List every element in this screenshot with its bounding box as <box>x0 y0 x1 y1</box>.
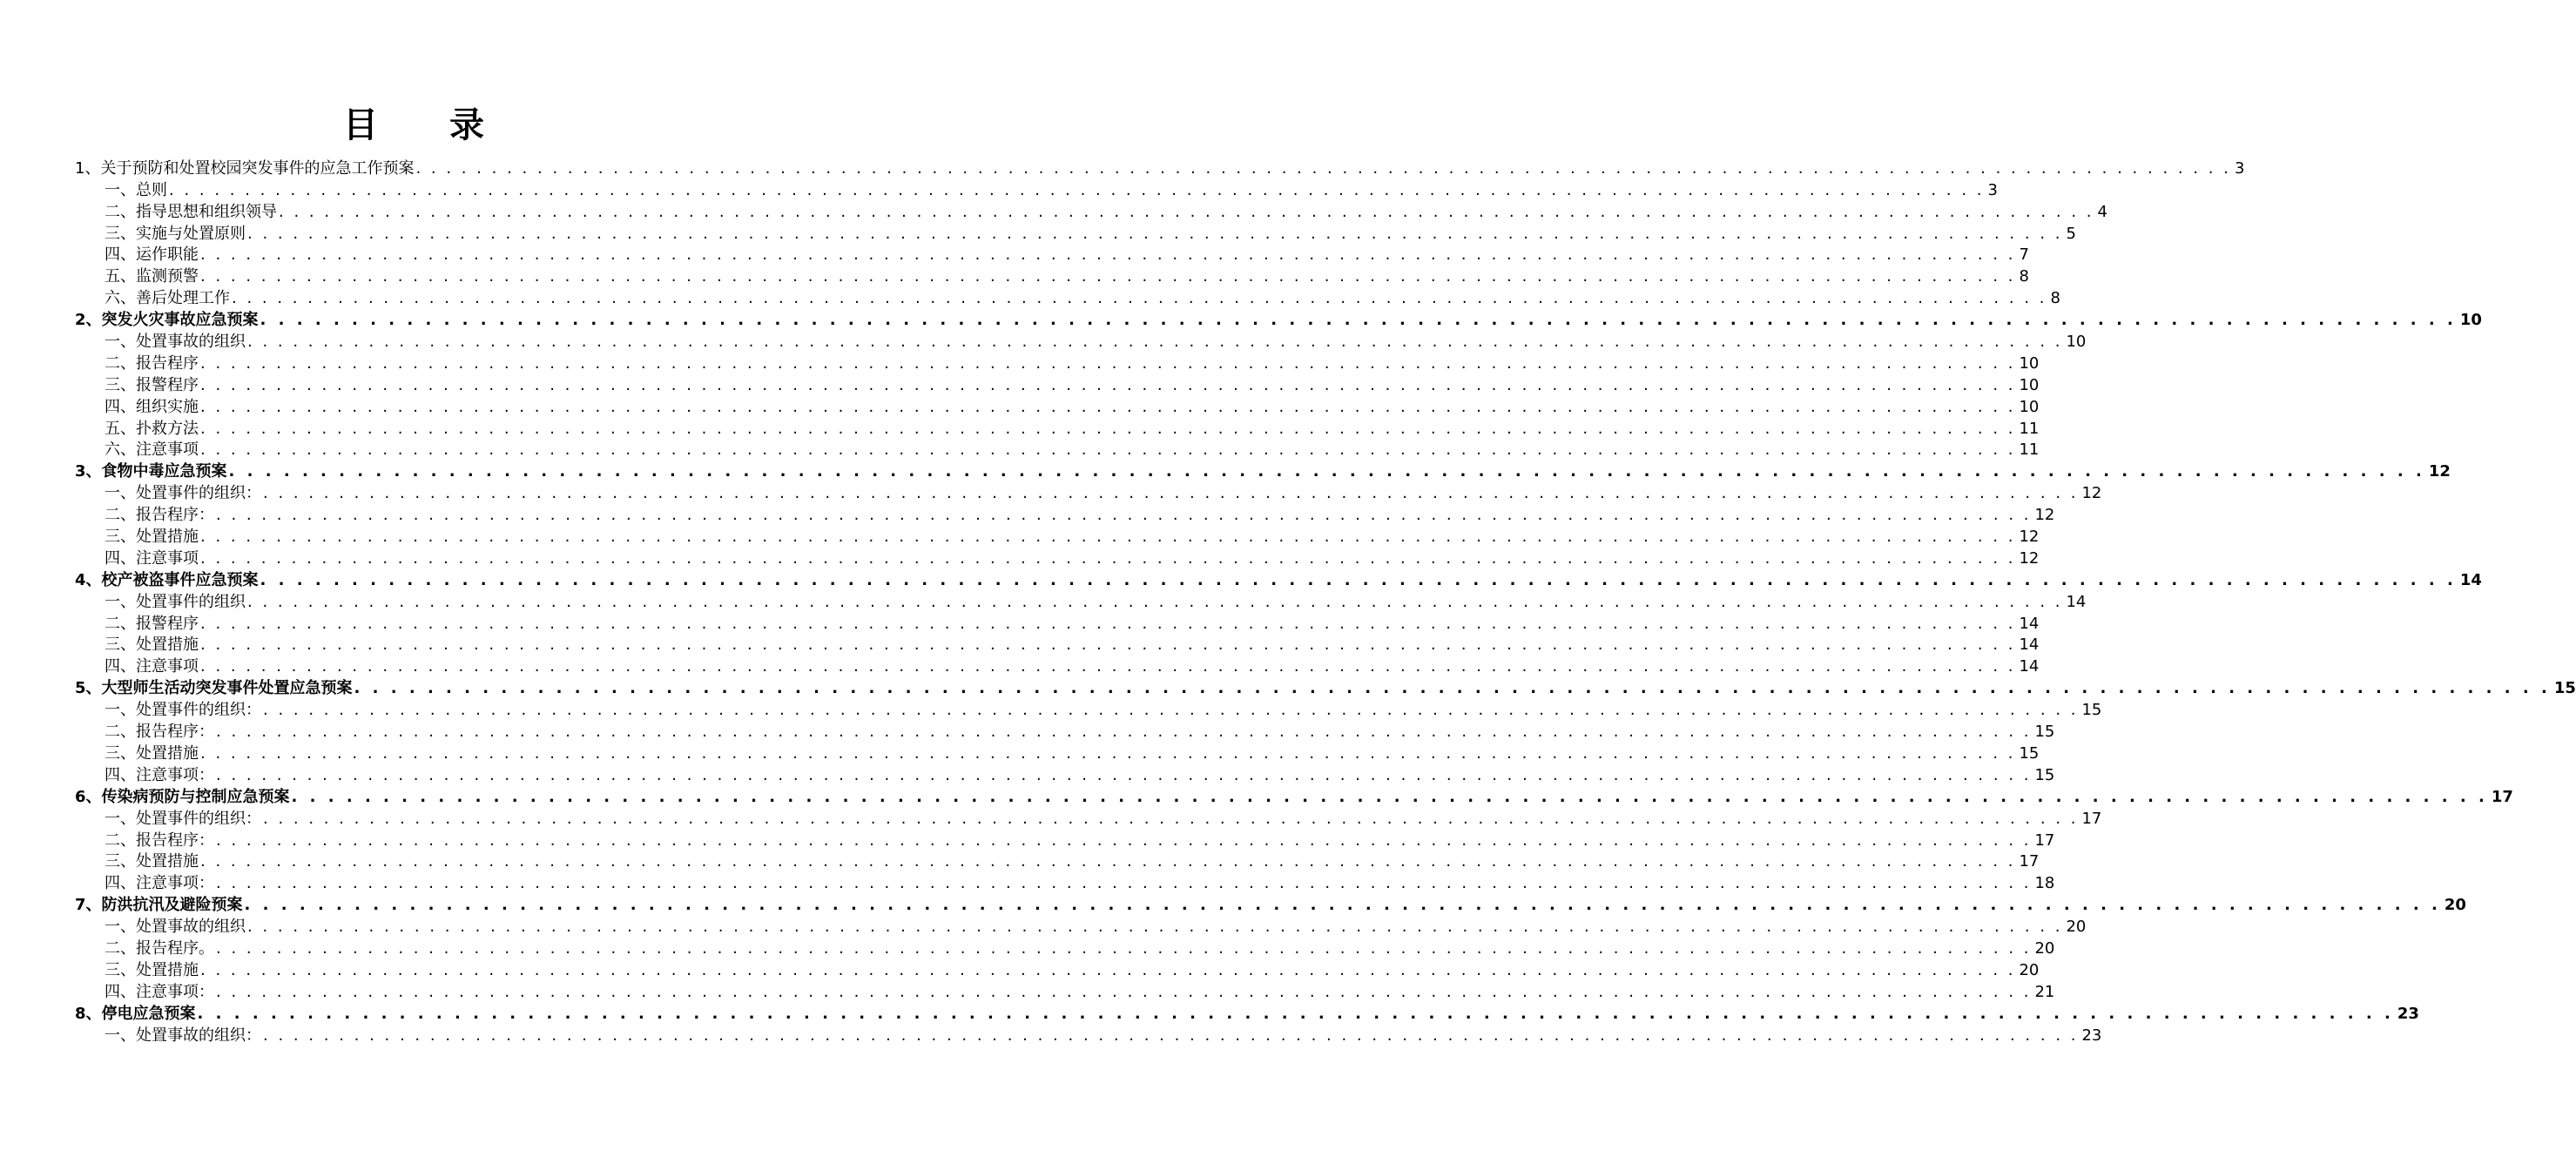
toc-dot-leader: . . . . . . . . . . . . . . . . . . . . . . . . . . . . . . . . . . . . . . . . . . . . . . . . . . . . . . . . . . . . . . . . . . . . . . . . . . . . . . . . . . . . . . . . . . . . . . . . . . . . . . . . . . . . . . . . . . . . . . . . <box>200 245 2016 265</box>
toc-entry-title: 一、处置事件的组织： <box>105 809 261 828</box>
toc-entry-title: 1、关于预防和处置校园突发事件的应急工作预案 <box>75 158 415 178</box>
toc-section-entry[interactable] <box>75 591 2087 613</box>
toc-entry-title: 六、善后处理工作 <box>105 289 230 308</box>
toc-chapter-entry[interactable] <box>75 1003 2419 1025</box>
toc-section-entry[interactable] <box>75 223 2076 245</box>
toc-dot-leader: . . . . . . . . . . . . . . . . . . . . . . . . . . . . . . . . . . . . . . . . . . . . . . . . . . . . . . . . . . . . . . . . . . . . . . . . . . . . . . . . . . . . . . . . . . . . . . . . . . . . . . . . . . . . . . . . . . . . . . . . <box>263 701 2079 720</box>
toc-dot-leader: . . . . . . . . . . . . . . . . . . . . . . . . . . . . . . . . . . . . . . . . . . . . . . . . . . . . . . . . . . . . . . . . . . . . . . . . . . . . . . . . . . . . . . . . . . . . . . . . . . . . . . . . . . . . . . . . . . . . . . . . <box>200 657 2016 676</box>
toc-dot-leader: . . . . . . . . . . . . . . . . . . . . . . . . . . . . . . . . . . . . . . . . . . . . . . . . . . . . . . . . . . . . . . . . . . . . . . . . . . . . . . . . . . . . . . . . . . . . . . . . . . . . . . . . . . . . . . . . . . . . . . . . <box>279 202 2094 221</box>
toc-entry-title: 三、实施与处置原则 <box>105 224 246 243</box>
toc-entry-title: 二、报警程序 <box>105 614 199 633</box>
toc-section-entry[interactable] <box>75 418 2040 440</box>
toc-entry-title: 五、扑救方法 <box>105 419 199 438</box>
toc-entry-title: 三、处置措施 <box>105 635 199 655</box>
toc-section-entry[interactable] <box>75 743 2040 764</box>
toc-page-number: 12 <box>2034 506 2055 525</box>
toc-section-entry[interactable] <box>75 613 2040 635</box>
toc-chapter-entry[interactable] <box>75 894 2466 916</box>
toc-page-number: 5 <box>2066 224 2076 243</box>
toc-section-entry[interactable] <box>75 287 2060 309</box>
toc-chapter-entry[interactable] <box>75 786 2513 808</box>
toc-page-number: 14 <box>2019 614 2040 633</box>
toc-dot-leader: . . . . . . . . . . . . . . . . . . . . . . . . . . . . . . . . . . . . . . . . . . . . . . . . . . . . . . . . . . . . . . . . . . . . . . . . . . . . . . . . . . . . . . . . . . . . . . . . . . . . . . . . . . . . . . . . . . . . . . . . <box>216 874 2032 893</box>
toc-page-number: 20 <box>2444 896 2466 915</box>
toc-section-entry[interactable] <box>75 764 2055 786</box>
toc-entry-title: 一、处置事件的组织： <box>105 484 261 503</box>
toc-dot-leader: . . . . . . . . . . . . . . . . . . . . . . . . . . . . . . . . . . . . . . . . . . . . . . . . . . . . . . . . . . . . . . . . . . . . . . . . . . . . . . . . . . . . . . . . . . . . . . . . . . . . . . . . . . . . . . . . . . . . . . . . <box>247 224 2063 243</box>
toc-section-entry[interactable] <box>75 396 2040 418</box>
toc-entry-title: 四、注意事项： <box>105 874 214 893</box>
toc-dot-leader: . . . . . . . . . . . . . . . . . . . . . . . . . . . . . . . . . . . . . . . . . . . . . . . . . . . . . . . . . . . . . . . . . . . . . . . . . . . . . . . . . . . . . . . . . . . . . . . . . . . . . . . . . . . . . . . . . . . . . . . . <box>216 830 2032 850</box>
toc-dot-leader: . . . . . . . . . . . . . . . . . . . . . . . . . . . . . . . . . . . . . . . . . . . . . . . . . . . . . . . . . . . . . . . . . . . . . . . . . . . . . . . . . . . . . . . . . . . . . . . . . . . . . . . . . . . . . . . . . . . . . . . . <box>263 1025 2079 1045</box>
toc-dot-leader: . . . . . . . . . . . . . . . . . . . . . . . . . . . . . . . . . . . . . . . . . . . . . . . . . . . . . . . . . . . . . . . . . . . . . . . . . . . . . . . . . . . . . . . . . . . . . . . . . . . . . . . . . . . . . . . . . . . . . . . . <box>354 679 2551 698</box>
toc-dot-leader: . . . . . . . . . . . . . . . . . . . . . . . . . . . . . . . . . . . . . . . . . . . . . . . . . . . . . . . . . . . . . . . . . . . . . . . . . . . . . . . . . . . . . . . . . . . . . . . . . . . . . . . . . . . . . . . . . . . . . . . . <box>200 548 2016 568</box>
toc-section-entry[interactable] <box>75 526 2040 548</box>
toc-entry-title: 一、处置事故的组织： <box>105 1025 261 1045</box>
toc-title: 目 录 <box>343 105 514 145</box>
toc-entry-title: 三、处置措施 <box>105 743 199 763</box>
toc-entry-title: 二、报告程序 <box>105 353 199 373</box>
toc-dot-leader: . . . . . . . . . . . . . . . . . . . . . . . . . . . . . . . . . . . . . . . . . . . . . . . . . . . . . . . . . . . . . . . . . . . . . . . . . . . . . . . . . . . . . . . . . . . . . . . . . . . . . . . . . . . . . . . . . . . . . . . . <box>200 353 2016 373</box>
toc-page-number: 12 <box>2019 528 2040 547</box>
toc-chapter-entry[interactable] <box>75 677 2576 699</box>
toc-dot-leader: . . . . . . . . . . . . . . . . . . . . . . . . . . . . . . . . . . . . . . . . . . . . . . . . . . . . . . . . . . . . . . . . . . . . . . . . . . . . . . . . . . . . . . . . . . . . . . . . . . . . . . . . . . . . . . . . . . . . . . . . <box>200 375 2016 394</box>
toc-page-number: 15 <box>2034 765 2055 784</box>
toc-page-number: 18 <box>2034 874 2055 893</box>
toc-page-number: 8 <box>2050 289 2060 308</box>
toc-section-entry[interactable] <box>75 331 2087 353</box>
toc-dot-leader: . . . . . . . . . . . . . . . . . . . . . . . . . . . . . . . . . . . . . . . . . . . . . . . . . . . . . . . . . . . . . . . . . . . . . . . . . . . . . . . . . . . . . . . . . . . . . . . . . . . . . . . . . . . . . . . . . . . . . . . . <box>200 852 2016 871</box>
toc-page-number: 10 <box>2019 397 2040 416</box>
toc-dot-leader: . . . . . . . . . . . . . . . . . . . . . . . . . . . . . . . . . . . . . . . . . . . . . . . . . . . . . . . . . . . . . . . . . . . . . . . . . . . . . . . . . . . . . . . . . . . . . . . . . . . . . . . . . . . . . . . . . . . . . . . . <box>263 484 2079 503</box>
toc-chapter-entry[interactable] <box>75 309 2482 331</box>
toc-dot-leader: . . . . . . . . . . . . . . . . . . . . . . . . . . . . . . . . . . . . . . . . . . . . . . . . . . . . . . . . . . . . . . . . . . . . . . . . . . . . . . . . . . . . . . . . . . . . . . . . . . . . . . . . . . . . . . . . . . . . . . . . <box>200 528 2016 547</box>
toc-page-number: 17 <box>2491 787 2513 806</box>
toc-section-entry[interactable] <box>75 830 2055 851</box>
toc-entry-title: 四、组织实施 <box>105 397 199 416</box>
toc-page-number: 12 <box>2428 462 2451 481</box>
toc-entry-title: 二、报告程序： <box>105 723 214 742</box>
toc-page-number: 23 <box>2081 1025 2102 1045</box>
toc-entry-title: 5、大型师生活动突发事件处置应急预案 <box>75 679 353 698</box>
toc-page-number: 15 <box>2553 679 2576 698</box>
toc-page-number: 11 <box>2019 440 2040 460</box>
toc-entry-title: 四、运作职能 <box>105 245 199 265</box>
toc-entry-title: 一、处置事件的组织： <box>105 701 261 720</box>
toc-page-number: 10 <box>2066 333 2087 352</box>
toc-entry-title: 3、食物中毒应急预案 <box>75 462 227 481</box>
toc-entry-title: 一、处置事件的组织 <box>105 592 246 611</box>
toc-dot-leader: . . . . . . . . . . . . . . . . . . . . . . . . . . . . . . . . . . . . . . . . . . . . . . . . . . . . . . . . . . . . . . . . . . . . . . . . . . . . . . . . . . . . . . . . . . . . . . . . . . . . . . . . . . . . . . . . . . . . . . . . <box>247 592 2063 611</box>
toc-dot-leader: . . . . . . . . . . . . . . . . . . . . . . . . . . . . . . . . . . . . . . . . . . . . . . . . . . . . . . . . . . . . . . . . . . . . . . . . . . . . . . . . . . . . . . . . . . . . . . . . . . . . . . . . . . . . . . . . . . . . . . . . <box>244 896 2441 915</box>
toc-section-entry[interactable] <box>75 851 2040 873</box>
toc-dot-leader: . . . . . . . . . . . . . . . . . . . . . . . . . . . . . . . . . . . . . . . . . . . . . . . . . . . . . . . . . . . . . . . . . . . . . . . . . . . . . . . . . . . . . . . . . . . . . . . . . . . . . . . . . . . . . . . . . . . . . . . . <box>415 158 2231 178</box>
toc-section-entry[interactable] <box>75 808 2102 830</box>
toc-page-number: 17 <box>2081 809 2102 828</box>
toc-page-number: 12 <box>2019 548 2040 568</box>
toc-entry-title: 四、注意事项 <box>105 548 199 568</box>
toc-section-entry[interactable] <box>75 981 2055 1003</box>
toc-page-number: 10 <box>2019 353 2040 373</box>
toc-page-number: 4 <box>2097 202 2107 221</box>
toc-dot-leader: . . . . . . . . . . . . . . . . . . . . . . . . . . . . . . . . . . . . . . . . . . . . . . . . . . . . . . . . . . . . . . . . . . . . . . . . . . . . . . . . . . . . . . . . . . . . . . . . . . . . . . . . . . . . . . . . . . . . . . . . <box>216 765 2032 784</box>
toc-page-number: 14 <box>2459 570 2482 589</box>
toc-section-entry[interactable] <box>75 938 2055 959</box>
toc-page-number: 20 <box>2066 918 2087 937</box>
toc-list <box>75 158 2576 1046</box>
toc-section-entry[interactable] <box>75 721 2055 743</box>
toc-section-entry[interactable] <box>75 374 2040 396</box>
toc-entry-title: 8、停电应急预案 <box>75 1004 196 1023</box>
toc-entry-title: 一、处置事故的组织 <box>105 333 246 352</box>
toc-dot-leader: . . . . . . . . . . . . . . . . . . . . . . . . . . . . . . . . . . . . . . . . . . . . . . . . . . . . . . . . . . . . . . . . . . . . . . . . . . . . . . . . . . . . . . . . . . . . . . . . . . . . . . . . . . . . . . . . . . . . . . . . <box>200 960 2016 979</box>
toc-page-number: 14 <box>2066 592 2087 611</box>
toc-dot-leader: . . . . . . . . . . . . . . . . . . . . . . . . . . . . . . . . . . . . . . . . . . . . . . . . . . . . . . . . . . . . . . . . . . . . . . . . . . . . . . . . . . . . . . . . . . . . . . . . . . . . . . . . . . . . . . . . . . . . . . . . <box>260 311 2457 330</box>
toc-page-number: 11 <box>2019 419 2040 438</box>
toc-dot-leader: . . . . . . . . . . . . . . . . . . . . . . . . . . . . . . . . . . . . . . . . . . . . . . . . . . . . . . . . . . . . . . . . . . . . . . . . . . . . . . . . . . . . . . . . . . . . . . . . . . . . . . . . . . . . . . . . . . . . . . . . <box>247 333 2063 352</box>
toc-page-number: 8 <box>2019 267 2029 286</box>
toc-dot-leader: . . . . . . . . . . . . . . . . . . . . . . . . . . . . . . . . . . . . . . . . . . . . . . . . . . . . . . . . . . . . . . . . . . . . . . . . . . . . . . . . . . . . . . . . . . . . . . . . . . . . . . . . . . . . . . . . . . . . . . . . <box>247 918 2063 937</box>
toc-dot-leader: . . . . . . . . . . . . . . . . . . . . . . . . . . . . . . . . . . . . . . . . . . . . . . . . . . . . . . . . . . . . . . . . . . . . . . . . . . . . . . . . . . . . . . . . . . . . . . . . . . . . . . . . . . . . . . . . . . . . . . . . <box>200 397 2016 416</box>
toc-dot-leader: . . . . . . . . . . . . . . . . . . . . . . . . . . . . . . . . . . . . . . . . . . . . . . . . . . . . . . . . . . . . . . . . . . . . . . . . . . . . . . . . . . . . . . . . . . . . . . . . . . . . . . . . . . . . . . . . . . . . . . . . <box>216 723 2032 742</box>
toc-section-entry[interactable] <box>75 872 2055 894</box>
toc-page-number: 14 <box>2019 657 2040 676</box>
toc-section-entry[interactable] <box>75 245 2029 266</box>
toc-page-number: 20 <box>2034 938 2055 958</box>
toc-section-entry[interactable] <box>75 635 2040 656</box>
toc-page-number: 15 <box>2081 701 2102 720</box>
toc-entry-title: 4、校产被盗事件应急预案 <box>75 570 259 589</box>
toc-entry-title: 四、注意事项： <box>105 765 214 784</box>
toc-page-number: 15 <box>2034 723 2055 742</box>
toc-section-entry[interactable] <box>75 959 2040 981</box>
toc-dot-leader: . . . . . . . . . . . . . . . . . . . . . . . . . . . . . . . . . . . . . . . . . . . . . . . . . . . . . . . . . . . . . . . . . . . . . . . . . . . . . . . . . . . . . . . . . . . . . . . . . . . . . . . . . . . . . . . . . . . . . . . . <box>216 982 2032 1001</box>
toc-entry-title: 二、报告程序： <box>105 830 214 850</box>
toc-page-number: 14 <box>2019 635 2040 655</box>
toc-entry-title: 6、传染病预防与控制应急预案 <box>75 787 290 806</box>
toc-entry-title: 一、处置事故的组织 <box>105 918 246 937</box>
toc-page-number: 15 <box>2019 743 2040 763</box>
toc-entry-title: 三、处置措施 <box>105 528 199 547</box>
toc-dot-leader: . . . . . . . . . . . . . . . . . . . . . . . . . . . . . . . . . . . . . . . . . . . . . . . . . . . . . . . . . . . . . . . . . . . . . . . . . . . . . . . . . . . . . . . . . . . . . . . . . . . . . . . . . . . . . . . . . . . . . . . . <box>228 462 2425 481</box>
toc-chapter-entry[interactable] <box>75 569 2482 591</box>
toc-page-number: 3 <box>2234 158 2245 178</box>
toc-page-number: 20 <box>2019 960 2040 979</box>
toc-page-number: 21 <box>2034 982 2055 1001</box>
toc-page-number: 10 <box>2019 375 2040 394</box>
toc-dot-leader: . . . . . . . . . . . . . . . . . . . . . . . . . . . . . . . . . . . . . . . . . . . . . . . . . . . . . . . . . . . . . . . . . . . . . . . . . . . . . . . . . . . . . . . . . . . . . . . . . . . . . . . . . . . . . . . . . . . . . . . . <box>200 267 2016 286</box>
toc-section-entry[interactable] <box>75 440 2040 461</box>
toc-entry-title: 7、防洪抗汛及避险预案 <box>75 896 243 915</box>
toc-section-entry[interactable] <box>75 482 2102 504</box>
toc-dot-leader: . . . . . . . . . . . . . . . . . . . . . . . . . . . . . . . . . . . . . . . . . . . . . . . . . . . . . . . . . . . . . . . . . . . . . . . . . . . . . . . . . . . . . . . . . . . . . . . . . . . . . . . . . . . . . . . . . . . . . . . . <box>200 635 2016 655</box>
toc-entry-title: 一、总则 <box>105 180 167 199</box>
toc-chapter-entry[interactable] <box>75 158 2245 179</box>
toc-section-entry[interactable] <box>75 548 2040 569</box>
toc-entry-title: 三、处置措施 <box>105 960 199 979</box>
toc-section-entry[interactable] <box>75 179 1998 201</box>
toc-entry-title: 五、监测预警 <box>105 267 199 286</box>
toc-dot-leader: . . . . . . . . . . . . . . . . . . . . . . . . . . . . . . . . . . . . . . . . . . . . . . . . . . . . . . . . . . . . . . . . . . . . . . . . . . . . . . . . . . . . . . . . . . . . . . . . . . . . . . . . . . . . . . . . . . . . . . . . <box>263 809 2079 828</box>
toc-dot-leader: . . . . . . . . . . . . . . . . . . . . . . . . . . . . . . . . . . . . . . . . . . . . . . . . . . . . . . . . . . . . . . . . . . . . . . . . . . . . . . . . . . . . . . . . . . . . . . . . . . . . . . . . . . . . . . . . . . . . . . . . <box>197 1004 2394 1023</box>
toc-dot-leader: . . . . . . . . . . . . . . . . . . . . . . . . . . . . . . . . . . . . . . . . . . . . . . . . . . . . . . . . . . . . . . . . . . . . . . . . . . . . . . . . . . . . . . . . . . . . . . . . . . . . . . . . . . . . . . . . . . . . . . . . <box>260 570 2457 589</box>
toc-section-entry[interactable] <box>75 699 2102 721</box>
toc-page-number: 12 <box>2081 484 2102 503</box>
toc-page-number: 10 <box>2459 311 2482 330</box>
toc-dot-leader: . . . . . . . . . . . . . . . . . . . . . . . . . . . . . . . . . . . . . . . . . . . . . . . . . . . . . . . . . . . . . . . . . . . . . . . . . . . . . . . . . . . . . . . . . . . . . . . . . . . . . . . . . . . . . . . . . . . . . . . . <box>216 938 2032 958</box>
toc-dot-leader: . . . . . . . . . . . . . . . . . . . . . . . . . . . . . . . . . . . . . . . . . . . . . . . . . . . . . . . . . . . . . . . . . . . . . . . . . . . . . . . . . . . . . . . . . . . . . . . . . . . . . . . . . . . . . . . . . . . . . . . . <box>169 180 1985 199</box>
toc-page-number: 7 <box>2019 245 2029 265</box>
toc-dot-leader: . . . . . . . . . . . . . . . . . . . . . . . . . . . . . . . . . . . . . . . . . . . . . . . . . . . . . . . . . . . . . . . . . . . . . . . . . . . . . . . . . . . . . . . . . . . . . . . . . . . . . . . . . . . . . . . . . . . . . . . . <box>200 419 2016 438</box>
toc-dot-leader: . . . . . . . . . . . . . . . . . . . . . . . . . . . . . . . . . . . . . . . . . . . . . . . . . . . . . . . . . . . . . . . . . . . . . . . . . . . . . . . . . . . . . . . . . . . . . . . . . . . . . . . . . . . . . . . . . . . . . . . . <box>200 743 2016 763</box>
toc-entry-title: 三、报警程序 <box>105 375 199 394</box>
toc-entry-title: 二、报告程序： <box>105 506 214 525</box>
toc-page-number: 17 <box>2019 852 2040 871</box>
toc-page-number: 3 <box>1987 180 1998 199</box>
toc-section-entry[interactable] <box>75 1025 2102 1046</box>
toc-section-entry[interactable] <box>75 266 2029 287</box>
toc-chapter-entry[interactable] <box>75 461 2451 482</box>
toc-page-number: 23 <box>2397 1004 2419 1023</box>
toc-section-entry[interactable] <box>75 353 2040 374</box>
toc-dot-leader: . . . . . . . . . . . . . . . . . . . . . . . . . . . . . . . . . . . . . . . . . . . . . . . . . . . . . . . . . . . . . . . . . . . . . . . . . . . . . . . . . . . . . . . . . . . . . . . . . . . . . . . . . . . . . . . . . . . . . . . . <box>291 787 2488 806</box>
toc-section-entry[interactable] <box>75 504 2055 526</box>
toc-entry-title: 二、报告程序。 <box>105 938 214 958</box>
toc-page-number: 17 <box>2034 830 2055 850</box>
toc-entry-title: 四、注意事项： <box>105 982 214 1001</box>
toc-entry-title: 2、突发火灾事故应急预案 <box>75 311 259 330</box>
toc-section-entry[interactable] <box>75 656 2040 677</box>
toc-entry-title: 四、注意事项 <box>105 657 199 676</box>
toc-entry-title: 三、处置措施 <box>105 852 199 871</box>
toc-dot-leader: . . . . . . . . . . . . . . . . . . . . . . . . . . . . . . . . . . . . . . . . . . . . . . . . . . . . . . . . . . . . . . . . . . . . . . . . . . . . . . . . . . . . . . . . . . . . . . . . . . . . . . . . . . . . . . . . . . . . . . . . <box>200 440 2016 460</box>
toc-entry-title: 二、指导思想和组织领导 <box>105 202 277 221</box>
toc-section-entry[interactable] <box>75 916 2087 938</box>
toc-entry-title: 六、注意事项 <box>105 440 199 460</box>
toc-dot-leader: . . . . . . . . . . . . . . . . . . . . . . . . . . . . . . . . . . . . . . . . . . . . . . . . . . . . . . . . . . . . . . . . . . . . . . . . . . . . . . . . . . . . . . . . . . . . . . . . . . . . . . . . . . . . . . . . . . . . . . . . <box>232 289 2047 308</box>
toc-section-entry[interactable] <box>75 201 2107 223</box>
toc-dot-leader: . . . . . . . . . . . . . . . . . . . . . . . . . . . . . . . . . . . . . . . . . . . . . . . . . . . . . . . . . . . . . . . . . . . . . . . . . . . . . . . . . . . . . . . . . . . . . . . . . . . . . . . . . . . . . . . . . . . . . . . . <box>200 614 2016 633</box>
toc-dot-leader: . . . . . . . . . . . . . . . . . . . . . . . . . . . . . . . . . . . . . . . . . . . . . . . . . . . . . . . . . . . . . . . . . . . . . . . . . . . . . . . . . . . . . . . . . . . . . . . . . . . . . . . . . . . . . . . . . . . . . . . . <box>216 506 2032 525</box>
